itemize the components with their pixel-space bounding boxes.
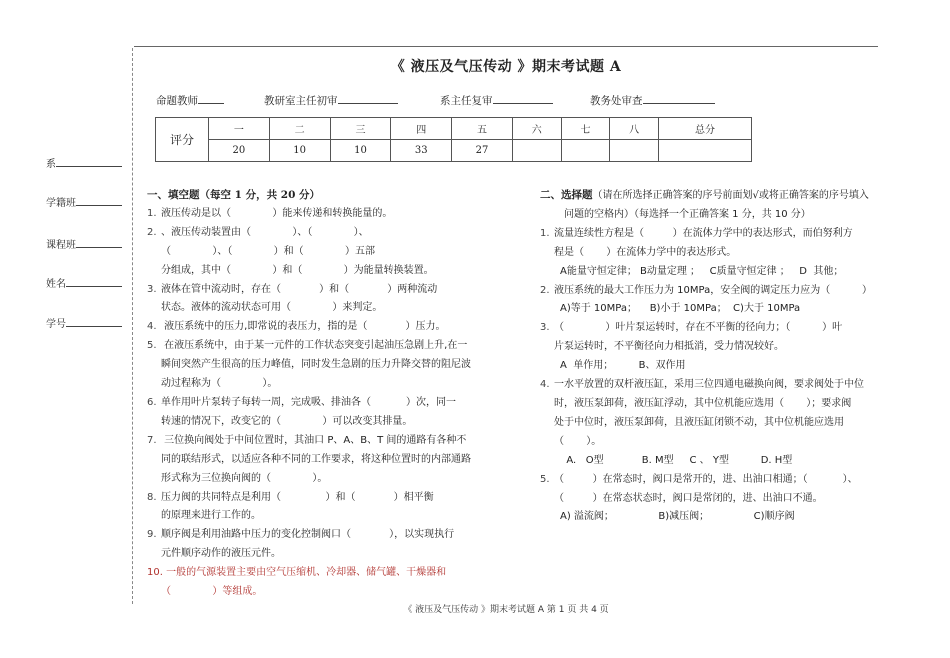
question-2-1: 1. 流量连续性方程是（ ）在流体力学中的表达形式，而伯努利方 (540, 227, 853, 239)
score-header: 八 (610, 118, 659, 140)
question-1-6: 6. 单作用叶片泵转子每转一周，完成吸、排油各（ ）次，同一 (147, 396, 456, 408)
exam-title: 《 液压及气压传动 》期末考试题 A (390, 59, 622, 75)
score-cell[interactable]: 20 (209, 140, 270, 162)
question-1-9: 9. 顺序阀是利用油路中压力的变化控制阀口（ ），以实现执行 (147, 529, 455, 541)
signature-dept-review: 教研室主任初审 (264, 92, 398, 108)
score-cell[interactable] (610, 140, 659, 162)
score-header: 二 (269, 118, 330, 140)
question-1-2: 2. 、液压传动装置由（ ）、（ ）、 (147, 226, 369, 238)
score-header: 六 (512, 118, 561, 140)
score-header: 总分 (658, 118, 751, 140)
page-footer: 《 液压及气压传动 》期末考试题 A 第 1 页 共 4 页 (403, 605, 609, 615)
section2-heading: 二、选择题（请在所选择正确答案的序号前面划√或将正确答案的序号填入 (540, 189, 869, 201)
question-1-4: 4. 液压系统中的压力,即常说的表压力，指的是（ ）压力。 (147, 321, 446, 333)
signature-setter: 命题教师 (156, 92, 224, 108)
student-dept-blank[interactable] (56, 157, 122, 167)
top-rule (134, 46, 878, 47)
question-1-7: 7. 三位换向阀处于中间位置时，其油口 P、A、B、T 间的通路有各种不 (147, 434, 467, 446)
signature-blank[interactable] (198, 92, 224, 104)
student-class-blank[interactable] (76, 196, 122, 206)
student-course-class: 课程班 (46, 236, 122, 251)
section-multiple-choice: 二、选择题（请在所选择正确答案的序号前面划√或将正确答案的序号填入 问题的空格内）（每选择一个正确答案 1 分，共 10 分） 1. 流量连续性方程是（ ）在流体力学中的表达形式，而伯努利方 程是（ ）在流体力学中的表达形式。 A能量守恒定律； B动量定理 ； C质量守恒定律 ； D 其他； 2. 液压系统的最大工作压力为 10MPa，安全阀的调定压力应为（ ） A)等于 10MPa； B)小于 10MPa； C)大于 10MPa 3. （ ）叶片泵运转时，存在不平衡的径向力；（ ）叶 片泵运转时，不平衡径向力相抵消，受力情况较好。 A 单作用； B、双作用 4. 一水平放置的双杆液压缸，采用三位四通电磁换向阀，要求阀处于中位 时，液压泵卸荷，液压缸浮动，其中位机能应选用（ ）；要求阀 处于中位时，液压泵卸荷，且液压缸闭锁不动，其中位机能应选用 （ ）。 A. O型 B. M型 C 、 Y型 D. H型 5. （ ）在常态时，阀口是常开的，进、出油口相通；（ ）、 （ ）在常态状态时，阀口是常闭的，进、出油口不通。 A) 溢流阀； B)减压阀； C)顺序阀 (540, 186, 885, 527)
score-cell[interactable]: 10 (330, 140, 391, 162)
question-2-5: 5. （ ）在常态时，阀口是常开的，进、出油口相通；（ ）、 (540, 473, 858, 485)
signature-blank[interactable] (493, 92, 553, 104)
question-1-10: 10. 一般的气源装置主要由空气压缩机、冷却器、储气罐、干燥器和 (147, 567, 447, 579)
student-id-blank[interactable] (66, 317, 122, 327)
score-cell[interactable]: 10 (269, 140, 330, 162)
score-header: 三 (330, 118, 391, 140)
score-cell[interactable] (512, 140, 561, 162)
binding-dashed-line (132, 48, 133, 604)
question-2-2-options: A)等于 10MPa； B)小于 10MPa； C)大于 10MPa (560, 303, 801, 315)
question-1-5: 5. 在液压系统中，由于某一元件的工作状态突变引起油压急剧上升,在一 (147, 340, 468, 352)
signature-blank[interactable] (643, 92, 715, 104)
student-class: 学籍班 (46, 194, 122, 209)
section1-heading: 一、填空题（每空 1 分，共 20 分） (147, 189, 321, 201)
section-fill-in-blanks: 一、填空题（每空 1 分，共 20 分） 1. 液压传动是以（ ）能来传递和转换能量的。 2. 、液压传动装置由（ ）、（ ）、 （ ）、（ ）和（ ）五部 分组成，其中（ ）和（ ）为能量转换装置。 3. 液体在管中流动时，存在（ ）和（ ）两种流动 状态。液体的流动状态可用（ ）来判定。 4. 液压系统中的压力,即常说的表压力，指的是（ ）压力。 5. 在液压系统中，由于某一元件的工作状态突变引起油压急剧上升,在一 瞬间突然产生很高的压力峰值，同时发生急剧的压力升降交替的阻尼波 动过程称为（ ）。 6. 单作用叶片泵转子每转一周，完成吸、排油各（ ）次，同一 转速的情况下，改变它的（ ）可以改变其排量。 7. 三位换向阀处于中间位置时，其油口 P、A、B、T 间的通路有各种不 同的联结形式，以适应各种不同的工作要求，将这种位置时的内部通路 形式称为三位换向阀的（ ）。 8. 压力阀的共同特点是利用（ ）和（ ）相平衡 的原理来进行工作的。 9. 顺序阀是利用油路中压力的变化控制阀口（ ），以实现执行 元件顺序动作的液压元件。 10. 一般的气源装置主要由空气压缩机、冷却器、储气罐、干燥器和 （ ）等组成。 (147, 186, 522, 602)
signature-blank[interactable] (338, 92, 398, 104)
score-header: 五 (452, 118, 513, 140)
student-name-blank[interactable] (66, 277, 122, 287)
question-1-8: 8. 压力阀的共同特点是利用（ ）和（ ）相平衡 (147, 491, 434, 503)
score-table (155, 117, 752, 162)
question-1-3: 3. 液体在管中流动时，存在（ ）和（ ）两种流动 (147, 283, 438, 295)
score-label: 评分 (156, 118, 209, 162)
question-2-4: 4. 一水平放置的双杆液压缸，采用三位四通电磁换向阀，要求阀处于中位 (540, 379, 864, 391)
score-header: 一 (209, 118, 270, 140)
question-2-4-options: A. O型 B. M型 C 、 Y型 D. H型 (560, 454, 793, 466)
score-cell[interactable] (658, 140, 751, 162)
student-id: 学号 (46, 315, 122, 330)
student-course-class-blank[interactable] (76, 238, 122, 248)
question-2-1-options: A能量守恒定律； B动量定理 ； C质量守恒定律 ； D 其他； (560, 265, 844, 277)
student-dept: 系 (46, 155, 122, 170)
question-1-1: 1. 液压传动是以（ ）能来传递和转换能量的。 (147, 207, 393, 219)
signature-academic-review: 教务处审查 (590, 92, 715, 108)
question-2-5-options: A) 溢流阀； B)减压阀； C)顺序阀 (560, 511, 795, 523)
score-cell[interactable] (561, 140, 610, 162)
score-header: 七 (561, 118, 610, 140)
question-2-2: 2. 液压系统的最大工作压力为 10MPa，安全阀的调定压力应为（ ） (540, 284, 873, 296)
score-cell[interactable]: 33 (391, 140, 452, 162)
question-2-3-options: A 单作用； B、双作用 (560, 360, 686, 372)
signature-chair-review: 系主任复审 (440, 92, 553, 108)
question-2-3: 3. （ ）叶片泵运转时，存在不平衡的径向力；（ ）叶 (540, 322, 843, 334)
student-name: 姓名 (46, 275, 122, 290)
score-header: 四 (391, 118, 452, 140)
score-cell[interactable]: 27 (452, 140, 513, 162)
